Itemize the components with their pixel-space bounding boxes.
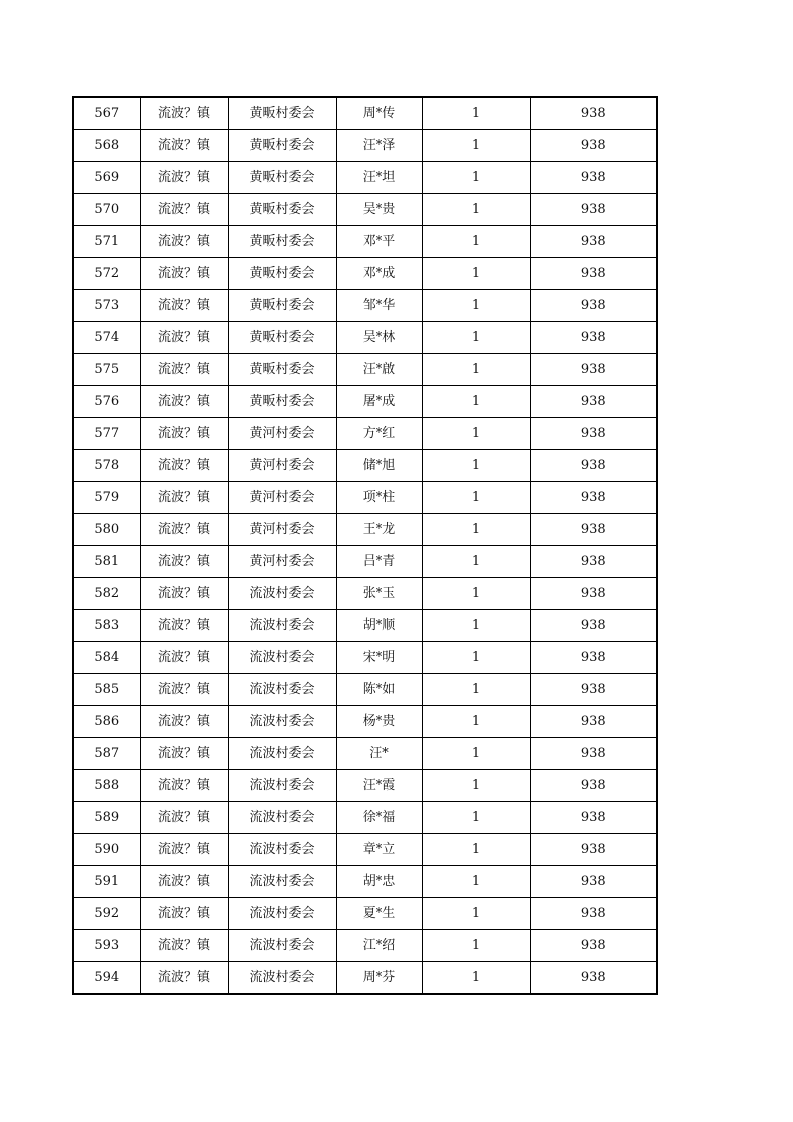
amount-cell: 938 [530, 866, 657, 898]
amount-cell: 938 [530, 97, 657, 130]
town-cell: 流波？镇 [140, 194, 228, 226]
count-cell: 1 [422, 930, 530, 962]
count-cell: 1 [422, 514, 530, 546]
village-committee-cell: 流波村委会 [228, 642, 336, 674]
town-cell: 流波？镇 [140, 642, 228, 674]
village-committee-cell: 黄河村委会 [228, 514, 336, 546]
village-committee-cell: 黄河村委会 [228, 418, 336, 450]
table-row [73, 802, 657, 834]
town-cell: 流波？镇 [140, 386, 228, 418]
table-row [73, 194, 657, 226]
table-row [73, 354, 657, 386]
row-number-cell: 586 [73, 706, 140, 738]
village-committee-cell: 流波村委会 [228, 866, 336, 898]
amount-cell: 938 [530, 418, 657, 450]
name-cell: 汪*泽 [336, 130, 422, 162]
name-cell: 邹*华 [336, 290, 422, 322]
name-cell: 汪*啟 [336, 354, 422, 386]
row-number-cell: 573 [73, 290, 140, 322]
amount-cell: 938 [530, 290, 657, 322]
row-number-cell: 584 [73, 642, 140, 674]
count-cell: 1 [422, 642, 530, 674]
count-cell: 1 [422, 194, 530, 226]
name-cell: 邓*成 [336, 258, 422, 290]
town-cell: 流波？镇 [140, 97, 228, 130]
name-cell: 周*传 [336, 97, 422, 130]
town-cell: 流波？镇 [140, 514, 228, 546]
count-cell: 1 [422, 834, 530, 866]
table-row [73, 738, 657, 770]
row-number-cell: 593 [73, 930, 140, 962]
count-cell: 1 [422, 226, 530, 258]
amount-cell: 938 [530, 962, 657, 995]
town-cell: 流波？镇 [140, 738, 228, 770]
village-committee-cell: 黄畈村委会 [228, 322, 336, 354]
village-committee-cell: 流波村委会 [228, 738, 336, 770]
table-row [73, 290, 657, 322]
town-cell: 流波？镇 [140, 802, 228, 834]
village-committee-cell: 流波村委会 [228, 962, 336, 995]
table-row [73, 162, 657, 194]
row-number-cell: 588 [73, 770, 140, 802]
amount-cell: 938 [530, 194, 657, 226]
name-cell: 方*红 [336, 418, 422, 450]
row-number-cell: 592 [73, 898, 140, 930]
town-cell: 流波？镇 [140, 610, 228, 642]
amount-cell: 938 [530, 482, 657, 514]
name-cell: 陈*如 [336, 674, 422, 706]
row-number-cell: 576 [73, 386, 140, 418]
row-number-cell: 568 [73, 130, 140, 162]
row-number-cell: 589 [73, 802, 140, 834]
amount-cell: 938 [530, 802, 657, 834]
count-cell: 1 [422, 770, 530, 802]
count-cell: 1 [422, 162, 530, 194]
name-cell: 吴*林 [336, 322, 422, 354]
name-cell: 夏*生 [336, 898, 422, 930]
table-row [73, 546, 657, 578]
row-number-cell: 570 [73, 194, 140, 226]
row-number-cell: 579 [73, 482, 140, 514]
row-number-cell: 575 [73, 354, 140, 386]
town-cell: 流波？镇 [140, 322, 228, 354]
town-cell: 流波？镇 [140, 226, 228, 258]
town-cell: 流波？镇 [140, 290, 228, 322]
table-row [73, 258, 657, 290]
amount-cell: 938 [530, 130, 657, 162]
amount-cell: 938 [530, 546, 657, 578]
count-cell: 1 [422, 354, 530, 386]
amount-cell: 938 [530, 610, 657, 642]
village-committee-cell: 流波村委会 [228, 802, 336, 834]
town-cell: 流波？镇 [140, 578, 228, 610]
name-cell: 汪* [336, 738, 422, 770]
village-committee-cell: 流波村委会 [228, 770, 336, 802]
count-cell: 1 [422, 386, 530, 418]
village-committee-cell: 黄畈村委会 [228, 194, 336, 226]
table-row [73, 386, 657, 418]
village-committee-cell: 黄河村委会 [228, 450, 336, 482]
town-cell: 流波？镇 [140, 258, 228, 290]
name-cell: 汪*坦 [336, 162, 422, 194]
amount-cell: 938 [530, 898, 657, 930]
row-number-cell: 569 [73, 162, 140, 194]
table-row [73, 514, 657, 546]
village-committee-cell: 黄畈村委会 [228, 162, 336, 194]
village-committee-cell: 流波村委会 [228, 610, 336, 642]
table-row [73, 610, 657, 642]
village-committee-cell: 黄畈村委会 [228, 130, 336, 162]
row-number-cell: 585 [73, 674, 140, 706]
row-number-cell: 591 [73, 866, 140, 898]
count-cell: 1 [422, 418, 530, 450]
count-cell: 1 [422, 130, 530, 162]
count-cell: 1 [422, 290, 530, 322]
town-cell: 流波？镇 [140, 482, 228, 514]
village-committee-cell: 黄畈村委会 [228, 354, 336, 386]
town-cell: 流波？镇 [140, 770, 228, 802]
village-committee-cell: 黄河村委会 [228, 546, 336, 578]
table-row [73, 322, 657, 354]
table-row [73, 834, 657, 866]
amount-cell: 938 [530, 258, 657, 290]
table-row [73, 130, 657, 162]
town-cell: 流波？镇 [140, 930, 228, 962]
row-number-cell: 572 [73, 258, 140, 290]
town-cell: 流波？镇 [140, 898, 228, 930]
name-cell: 胡*忠 [336, 866, 422, 898]
town-cell: 流波？镇 [140, 546, 228, 578]
count-cell: 1 [422, 898, 530, 930]
village-committee-cell: 流波村委会 [228, 834, 336, 866]
name-cell: 邓*平 [336, 226, 422, 258]
table-row [73, 770, 657, 802]
count-cell: 1 [422, 866, 530, 898]
town-cell: 流波？镇 [140, 130, 228, 162]
table-body [73, 97, 657, 994]
count-cell: 1 [422, 962, 530, 995]
table-row [73, 226, 657, 258]
count-cell: 1 [422, 546, 530, 578]
table-row [73, 706, 657, 738]
count-cell: 1 [422, 578, 530, 610]
name-cell: 储*旭 [336, 450, 422, 482]
count-cell: 1 [422, 674, 530, 706]
town-cell: 流波？镇 [140, 866, 228, 898]
count-cell: 1 [422, 450, 530, 482]
amount-cell: 938 [530, 162, 657, 194]
table-row [73, 578, 657, 610]
amount-cell: 938 [530, 706, 657, 738]
amount-cell: 938 [530, 674, 657, 706]
count-cell: 1 [422, 258, 530, 290]
count-cell: 1 [422, 322, 530, 354]
village-committee-cell: 黄畈村委会 [228, 258, 336, 290]
town-cell: 流波？镇 [140, 450, 228, 482]
town-cell: 流波？镇 [140, 962, 228, 995]
village-committee-cell: 黄畈村委会 [228, 386, 336, 418]
table-row [73, 450, 657, 482]
table-row [73, 898, 657, 930]
row-number-cell: 567 [73, 97, 140, 130]
village-committee-cell: 黄河村委会 [228, 482, 336, 514]
name-cell: 宋*明 [336, 642, 422, 674]
village-committee-cell: 黄畈村委会 [228, 290, 336, 322]
amount-cell: 938 [530, 578, 657, 610]
row-number-cell: 581 [73, 546, 140, 578]
amount-cell: 938 [530, 226, 657, 258]
name-cell: 吴*贵 [336, 194, 422, 226]
name-cell: 汪*霞 [336, 770, 422, 802]
town-cell: 流波？镇 [140, 162, 228, 194]
data-table [72, 96, 658, 995]
table-row [73, 418, 657, 450]
name-cell: 项*柱 [336, 482, 422, 514]
village-committee-cell: 流波村委会 [228, 674, 336, 706]
village-committee-cell: 流波村委会 [228, 898, 336, 930]
amount-cell: 938 [530, 770, 657, 802]
village-committee-cell: 流波村委会 [228, 930, 336, 962]
town-cell: 流波？镇 [140, 354, 228, 386]
table-row [73, 642, 657, 674]
count-cell: 1 [422, 738, 530, 770]
village-committee-cell: 黄畈村委会 [228, 226, 336, 258]
count-cell: 1 [422, 97, 530, 130]
amount-cell: 938 [530, 450, 657, 482]
town-cell: 流波？镇 [140, 418, 228, 450]
name-cell: 胡*顺 [336, 610, 422, 642]
town-cell: 流波？镇 [140, 674, 228, 706]
row-number-cell: 578 [73, 450, 140, 482]
amount-cell: 938 [530, 834, 657, 866]
table-row [73, 930, 657, 962]
count-cell: 1 [422, 610, 530, 642]
row-number-cell: 577 [73, 418, 140, 450]
name-cell: 章*立 [336, 834, 422, 866]
row-number-cell: 587 [73, 738, 140, 770]
name-cell: 江*绍 [336, 930, 422, 962]
amount-cell: 938 [530, 930, 657, 962]
name-cell: 杨*贵 [336, 706, 422, 738]
row-number-cell: 574 [73, 322, 140, 354]
amount-cell: 938 [530, 322, 657, 354]
row-number-cell: 583 [73, 610, 140, 642]
amount-cell: 938 [530, 386, 657, 418]
row-number-cell: 594 [73, 962, 140, 995]
count-cell: 1 [422, 706, 530, 738]
amount-cell: 938 [530, 642, 657, 674]
village-committee-cell: 流波村委会 [228, 578, 336, 610]
town-cell: 流波？镇 [140, 706, 228, 738]
count-cell: 1 [422, 802, 530, 834]
table-row [73, 962, 657, 995]
amount-cell: 938 [530, 738, 657, 770]
amount-cell: 938 [530, 514, 657, 546]
name-cell: 徐*福 [336, 802, 422, 834]
name-cell: 吕*青 [336, 546, 422, 578]
village-committee-cell: 流波村委会 [228, 706, 336, 738]
table-row [73, 674, 657, 706]
count-cell: 1 [422, 482, 530, 514]
table-row [73, 866, 657, 898]
village-committee-cell: 黄畈村委会 [228, 97, 336, 130]
row-number-cell: 571 [73, 226, 140, 258]
name-cell: 周*芬 [336, 962, 422, 995]
row-number-cell: 582 [73, 578, 140, 610]
name-cell: 王*龙 [336, 514, 422, 546]
table-row [73, 97, 657, 130]
row-number-cell: 580 [73, 514, 140, 546]
amount-cell: 938 [530, 354, 657, 386]
town-cell: 流波？镇 [140, 834, 228, 866]
row-number-cell: 590 [73, 834, 140, 866]
name-cell: 张*玉 [336, 578, 422, 610]
table-row [73, 482, 657, 514]
name-cell: 屠*成 [336, 386, 422, 418]
